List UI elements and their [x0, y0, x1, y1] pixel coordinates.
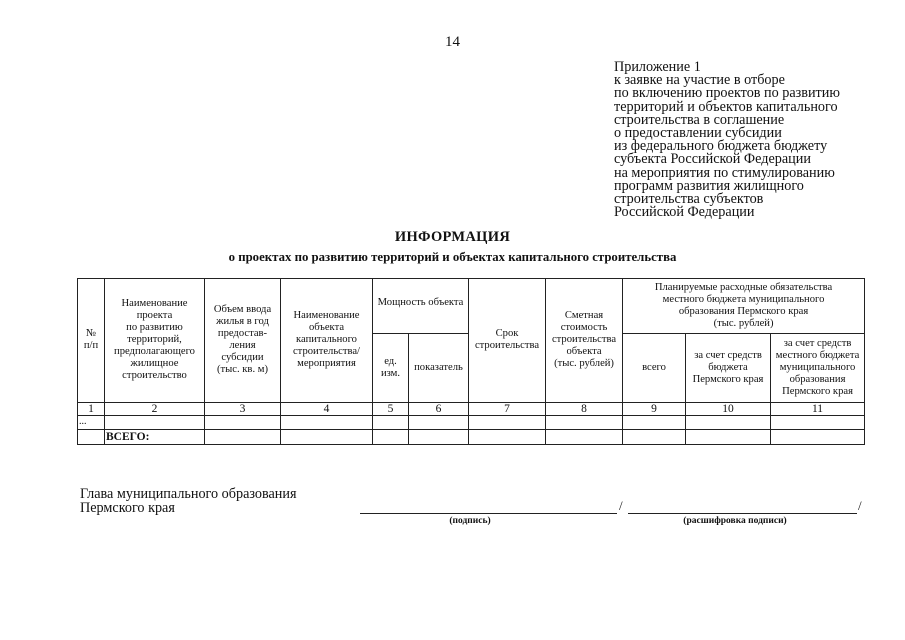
- total-row: [78, 429, 865, 444]
- header-object-name: Наименование объекта капитального строительства/ мероприятия: [281, 279, 373, 403]
- column-number: 11: [771, 402, 865, 415]
- appendix-line: о предоставлении субсидии: [614, 124, 782, 141]
- appendix-line: по включению проектов по развитию: [614, 85, 840, 102]
- appendix-line: Российской Федерации: [614, 204, 755, 221]
- header-term: Срок строительства: [469, 279, 546, 403]
- appendix-line: субъекта Российской Федерации: [614, 151, 811, 168]
- column-number: 4: [281, 402, 373, 415]
- column-number: 3: [205, 402, 281, 415]
- header-indicator: показатель: [409, 334, 469, 403]
- column-number: 2: [105, 402, 205, 415]
- header-num: № п/п: [78, 279, 105, 403]
- column-numbers-row: [78, 402, 865, 415]
- signatory-title: [80, 488, 297, 515]
- header-local-budget: за счет средств местного бюджета муниципального образования Пермского края: [771, 334, 865, 403]
- appendix-line: строительства в соглашение: [614, 111, 785, 128]
- signature-field-line[interactable]: [360, 513, 617, 514]
- decoding-field-line[interactable]: [628, 513, 857, 514]
- document-subtitle: о проектах по развитию территорий и объектах капитального строительства: [228, 250, 677, 264]
- appendix-line: программ развития жилищного: [614, 177, 804, 194]
- decoding-caption: (расшифровка подписи): [683, 516, 787, 526]
- column-number: 6: [409, 402, 469, 415]
- header-capacity: Мощность объекта: [373, 279, 469, 334]
- ellipsis-row: [78, 416, 865, 429]
- header-regional-budget: за счет средств бюджета Пермского края: [686, 334, 771, 403]
- header-project-name: Наименование проекта по развитию территорий, предполагающего жилищное строительство: [105, 279, 205, 403]
- appendix-line: строительства субъектов: [614, 190, 764, 207]
- column-number: 9: [623, 402, 686, 415]
- appendix-line: из федерального бюджета бюджету: [614, 138, 828, 155]
- appendix-line: территорий и объектов капитального: [614, 98, 838, 115]
- appendix-line: на мероприятия по стимулированию: [614, 164, 835, 181]
- column-number: 5: [373, 402, 409, 415]
- header-total: всего: [623, 334, 686, 403]
- signatory-line: Глава муниципального образования: [80, 486, 297, 502]
- appendix-line: к заявке на участие в отборе: [614, 72, 785, 89]
- column-number: 7: [469, 402, 546, 415]
- header-estimate: Сметная стоимость строительства объекта (тыс. рублей): [546, 279, 623, 403]
- column-number: 10: [686, 402, 771, 415]
- signature-caption: (подпись): [449, 516, 491, 526]
- ellipsis-cell: ...: [78, 416, 105, 429]
- signatory-line: Пермского края: [80, 499, 175, 516]
- appendix-note: [614, 61, 904, 219]
- column-number: 1: [78, 402, 105, 415]
- separator-slash: /: [858, 498, 862, 513]
- column-number: 8: [546, 402, 623, 415]
- header-housing-volume: Объем ввода жилья в год предостав- ления субсидии (тыс. кв. м): [205, 279, 281, 403]
- appendix-line: Приложение 1: [614, 59, 701, 75]
- total-label: ВСЕГО:: [105, 429, 205, 444]
- document-title: ИНФОРМАЦИЯ: [394, 229, 511, 245]
- page-number: 14: [445, 34, 460, 50]
- header-unit: ед. изм.: [373, 334, 409, 403]
- separator-slash: /: [619, 498, 623, 513]
- projects-table: [77, 278, 865, 445]
- header-planned-expenses: Планируемые расходные обязательства местного бюджета муниципального образования Пермского края (тыс. рублей): [623, 279, 865, 334]
